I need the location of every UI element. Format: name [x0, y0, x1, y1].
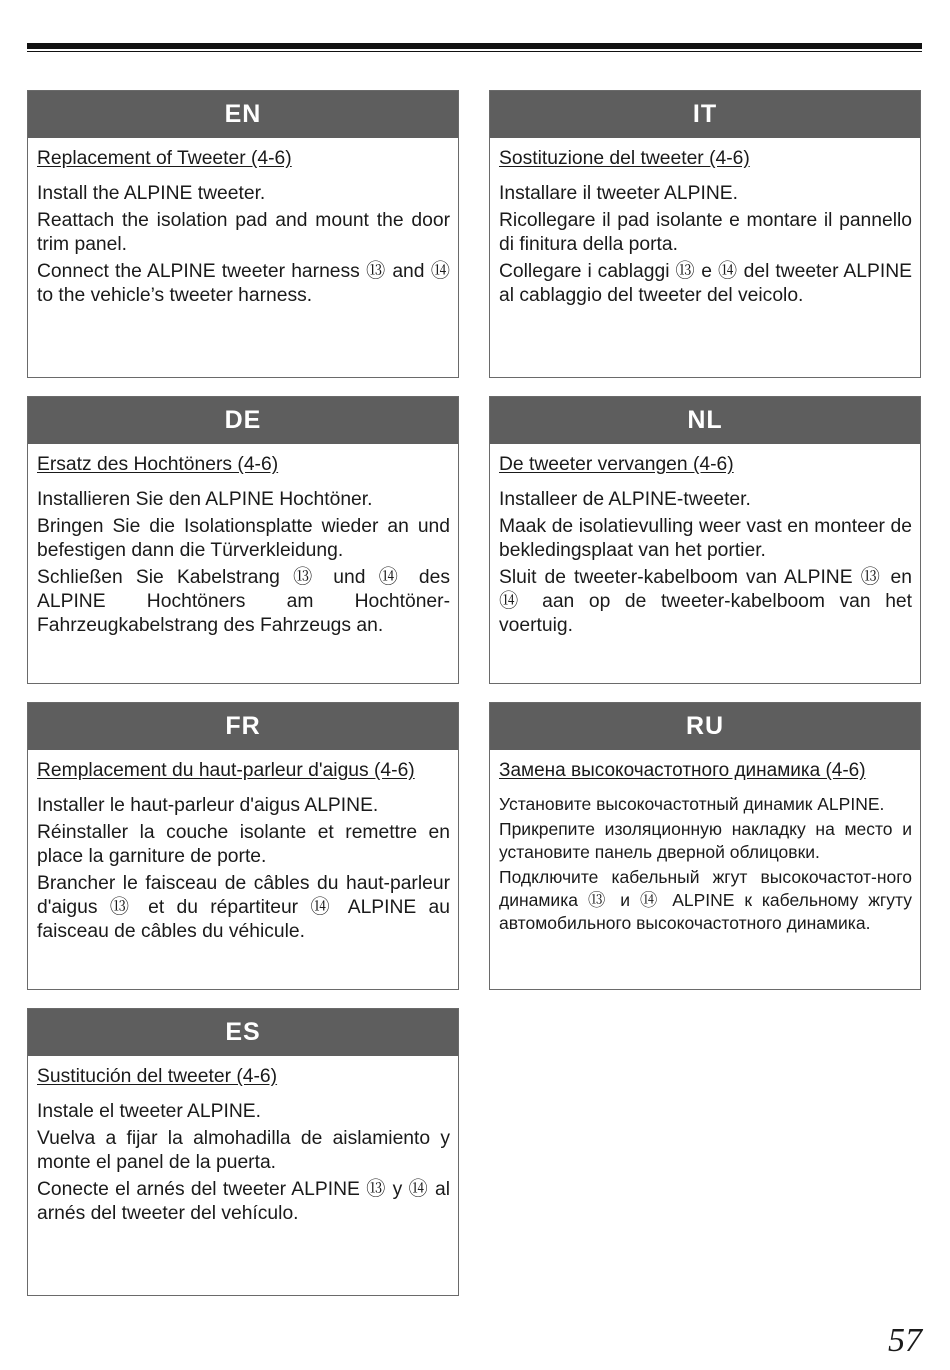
- section-it-step-1: Installare il tweeter ALPINE.: [499, 183, 738, 204]
- section-ru-title: Замена высокочастотного динамика (4-6): [499, 760, 866, 781]
- section-en: [27, 90, 459, 378]
- section-it: [489, 90, 921, 378]
- section-en-step-1: Install the ALPINE tweeter.: [37, 183, 266, 204]
- section-nl-step-1: Installeer de ALPINE-tweeter.: [499, 489, 751, 510]
- section-en-step-3: Connect the ALPINE tweeter harness ⑬ and ⑭ to the vehicle’s tweeter harness.: [37, 261, 450, 306]
- section-nl-header: NL: [490, 397, 920, 444]
- section-it-step-2: Ricollegare il pad isolante e montare il pannello di finitura della porta.: [499, 210, 912, 255]
- section-en-step-2: Reattach the isolation pad and mount the door trim panel.: [37, 210, 450, 255]
- section-es-header: ES: [28, 1009, 458, 1056]
- section-de-step-3: Schließen Sie Kabelstrang ⑬ und ⑭ des ALPINE Hochtöners am Hochtöner-Fahrzeugkabelstrang des Fahrzeugs an.: [37, 567, 450, 636]
- page-number: 57: [888, 1322, 922, 1359]
- section-it-title: Sostituzione del tweeter (4-6): [499, 148, 750, 169]
- section-es: [27, 1008, 459, 1296]
- section-fr-step-3: Brancher le faisceau de câbles du haut-parleur d'aigus ⑬ et du répartiteur ⑭ ALPINE au faisceau de câbles du véhicule.: [37, 873, 450, 942]
- section-en-header: EN: [28, 91, 458, 138]
- section-it-step-3: Collegare i cablaggi ⑬ e ⑭ del tweeter ALPINE al cablaggio del tweeter del veicolo.: [499, 261, 912, 306]
- section-de-title: Ersatz des Hochtöners (4-6): [37, 454, 279, 475]
- section-nl: [489, 396, 921, 684]
- section-ru-header: RU: [490, 703, 920, 750]
- section-ru: [489, 702, 921, 990]
- section-es-step-2: Vuelva a fijar la almohadilla de aislamiento y monte el panel de la puerta.: [37, 1128, 450, 1173]
- section-de-step-1: Installieren Sie den ALPINE Hochtöner.: [37, 489, 373, 510]
- section-nl-step-2: Maak de isolatievulling weer vast en monteer de bekledingsplaat van het portier.: [499, 516, 912, 561]
- section-nl-title: De tweeter vervangen (4-6): [499, 454, 734, 475]
- section-es-step-1: Instale el tweeter ALPINE.: [37, 1101, 261, 1122]
- section-fr-title: Remplacement du haut-parleur d'aigus (4-6): [37, 760, 415, 781]
- section-de: [27, 396, 459, 684]
- section-ru-step-2: Прикрепите изоляционную накладку на место и установите панель дверной облицовки.: [499, 819, 912, 862]
- section-nl-step-3: Sluit de tweeter-kabelboom van ALPINE ⑬ en ⑭ aan op de tweeter-kabelboom van het voertuig.: [499, 567, 912, 636]
- top-rule-thin: [27, 51, 922, 52]
- section-ru-step-1: Установите высокочастотный динамик ALPINE.: [499, 794, 885, 814]
- section-en-title: Replacement of Tweeter (4-6): [37, 148, 292, 169]
- section-fr-step-1: Installer le haut-parleur d'aigus ALPINE.: [37, 795, 379, 816]
- section-de-step-2: Bringen Sie die Isolationsplatte wieder an und befestigen dann die Türverkleidung.: [37, 516, 450, 561]
- section-fr-header: FR: [28, 703, 458, 750]
- section-fr-step-2: Réinstaller la couche isolante et remettre en place la garniture de porte.: [37, 822, 450, 867]
- section-de-header: DE: [28, 397, 458, 444]
- section-fr: [27, 702, 459, 990]
- section-es-step-3: Conecte el arnés del tweeter ALPINE ⑬ y ⑭ al arnés del tweeter del vehículo.: [37, 1179, 450, 1224]
- section-ru-step-3: Подключите кабельный жгут высокочастот-ного динамика ⑬ и ⑭ ALPINE к кабельному жгуту автомобильного высокочастотного динамика.: [499, 867, 912, 933]
- section-es-title: Sustitución del tweeter (4-6): [37, 1066, 278, 1087]
- section-it-header: IT: [490, 91, 920, 138]
- top-rule-thick: [27, 43, 922, 49]
